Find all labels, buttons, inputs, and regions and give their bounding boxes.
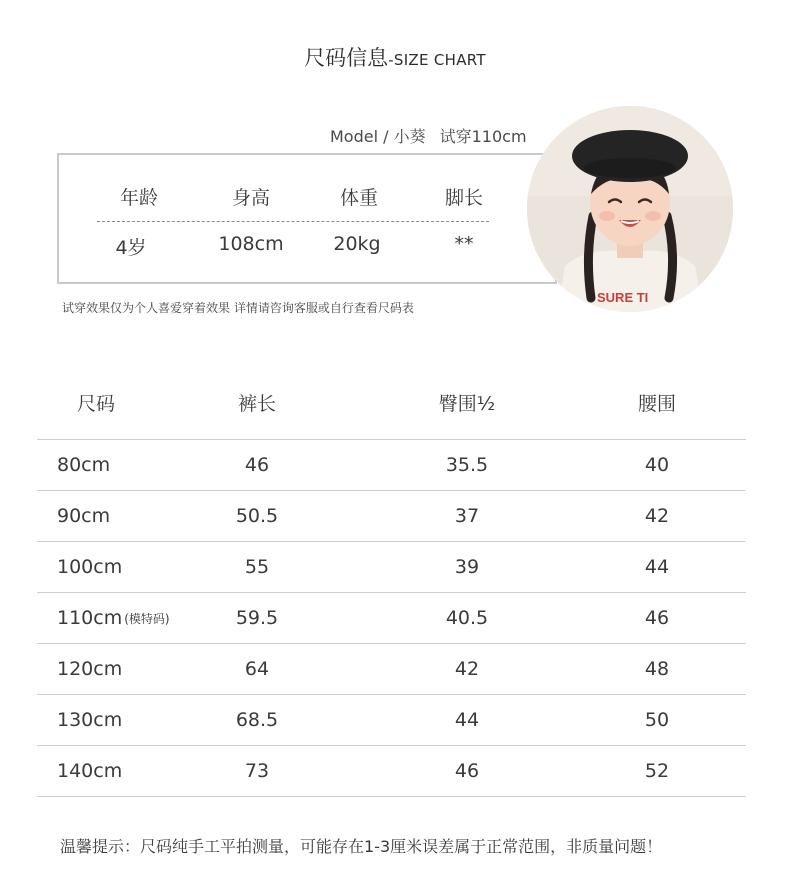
size-chart-table: [37, 380, 746, 797]
header-waist: 腰围: [637, 393, 676, 415]
model-value-age: 4岁: [115, 237, 147, 259]
model-header-age: 年龄: [119, 187, 158, 209]
model-table-values: [99, 233, 489, 263]
cell-size: 100cm: [57, 556, 123, 578]
svg-text:SURE TI: SURE TI: [597, 290, 649, 305]
cell-size: 90cm: [57, 505, 111, 527]
model-photo-illustration: [527, 106, 733, 312]
model-header-weight: 体重: [339, 187, 378, 209]
cell-length: 64: [244, 658, 270, 680]
title-en: -SIZE CHART: [388, 51, 486, 69]
table-row: [37, 644, 746, 695]
model-table-header: [99, 183, 489, 213]
cell-waist: 52: [644, 760, 670, 782]
model-value-weight: 20kg: [333, 233, 381, 255]
cell-hip: 46: [454, 760, 480, 782]
cell-hip: 37: [454, 505, 480, 527]
model-header-foot: 脚长: [444, 187, 483, 209]
header-size: 尺码: [77, 393, 116, 415]
cell-size: 110cm (模特码): [57, 607, 170, 629]
cell-size: 130cm: [57, 709, 123, 731]
measurement-disclaimer: 温馨提示：尺码纯手工平拍测量，可能存在1-3厘米误差属于正常范围，非质量问题！: [60, 837, 663, 856]
fitting-note: 试穿效果仅为个人喜爱穿着效果 详情请咨询客服或自行查看尺码表: [62, 301, 414, 315]
cell-waist: 46: [644, 607, 670, 629]
title-cn: 尺码信息: [304, 46, 389, 70]
cell-hip: 44: [454, 709, 480, 731]
table-row: [37, 542, 746, 593]
cell-hip: 40.5: [445, 607, 489, 629]
table-row: [37, 695, 746, 746]
size-table-header: [37, 380, 746, 440]
cell-size: 80cm: [57, 454, 111, 476]
cell-size: 120cm: [57, 658, 123, 680]
cell-waist: 44: [644, 556, 670, 578]
cell-waist: 48: [644, 658, 670, 680]
cell-length: 50.5: [235, 505, 279, 527]
model-header-height: 身高: [231, 187, 270, 209]
table-row: [37, 491, 746, 542]
cell-length: 46: [244, 454, 270, 476]
header-length: 裤长: [237, 393, 276, 415]
page-title: [0, 42, 790, 72]
model-label: Model / 小葵: [330, 127, 426, 146]
cell-size: 140cm: [57, 760, 123, 782]
model-info: [330, 124, 527, 147]
cell-hip: 35.5: [445, 454, 489, 476]
model-fitting: 试穿110cm: [439, 127, 527, 146]
table-row: [37, 746, 746, 797]
dashed-divider: [97, 221, 489, 222]
model-value-foot: **: [454, 233, 474, 255]
model-photo: [527, 106, 733, 312]
cell-length: 73: [244, 760, 270, 782]
model-measurement-box: [57, 153, 557, 284]
cell-waist: 42: [644, 505, 670, 527]
cell-hip: 42: [454, 658, 480, 680]
cell-waist: 50: [644, 709, 670, 731]
header-hip: 臀围½: [438, 393, 496, 415]
model-value-height: 108cm: [218, 233, 284, 255]
table-row: [37, 593, 746, 644]
cell-length: 68.5: [235, 709, 279, 731]
cell-hip: 39: [454, 556, 480, 578]
cell-length: 59.5: [235, 607, 279, 629]
model-size-tag: (模特码): [124, 611, 170, 626]
table-row: [37, 440, 746, 491]
cell-waist: 40: [644, 454, 670, 476]
cell-length: 55: [244, 556, 270, 578]
